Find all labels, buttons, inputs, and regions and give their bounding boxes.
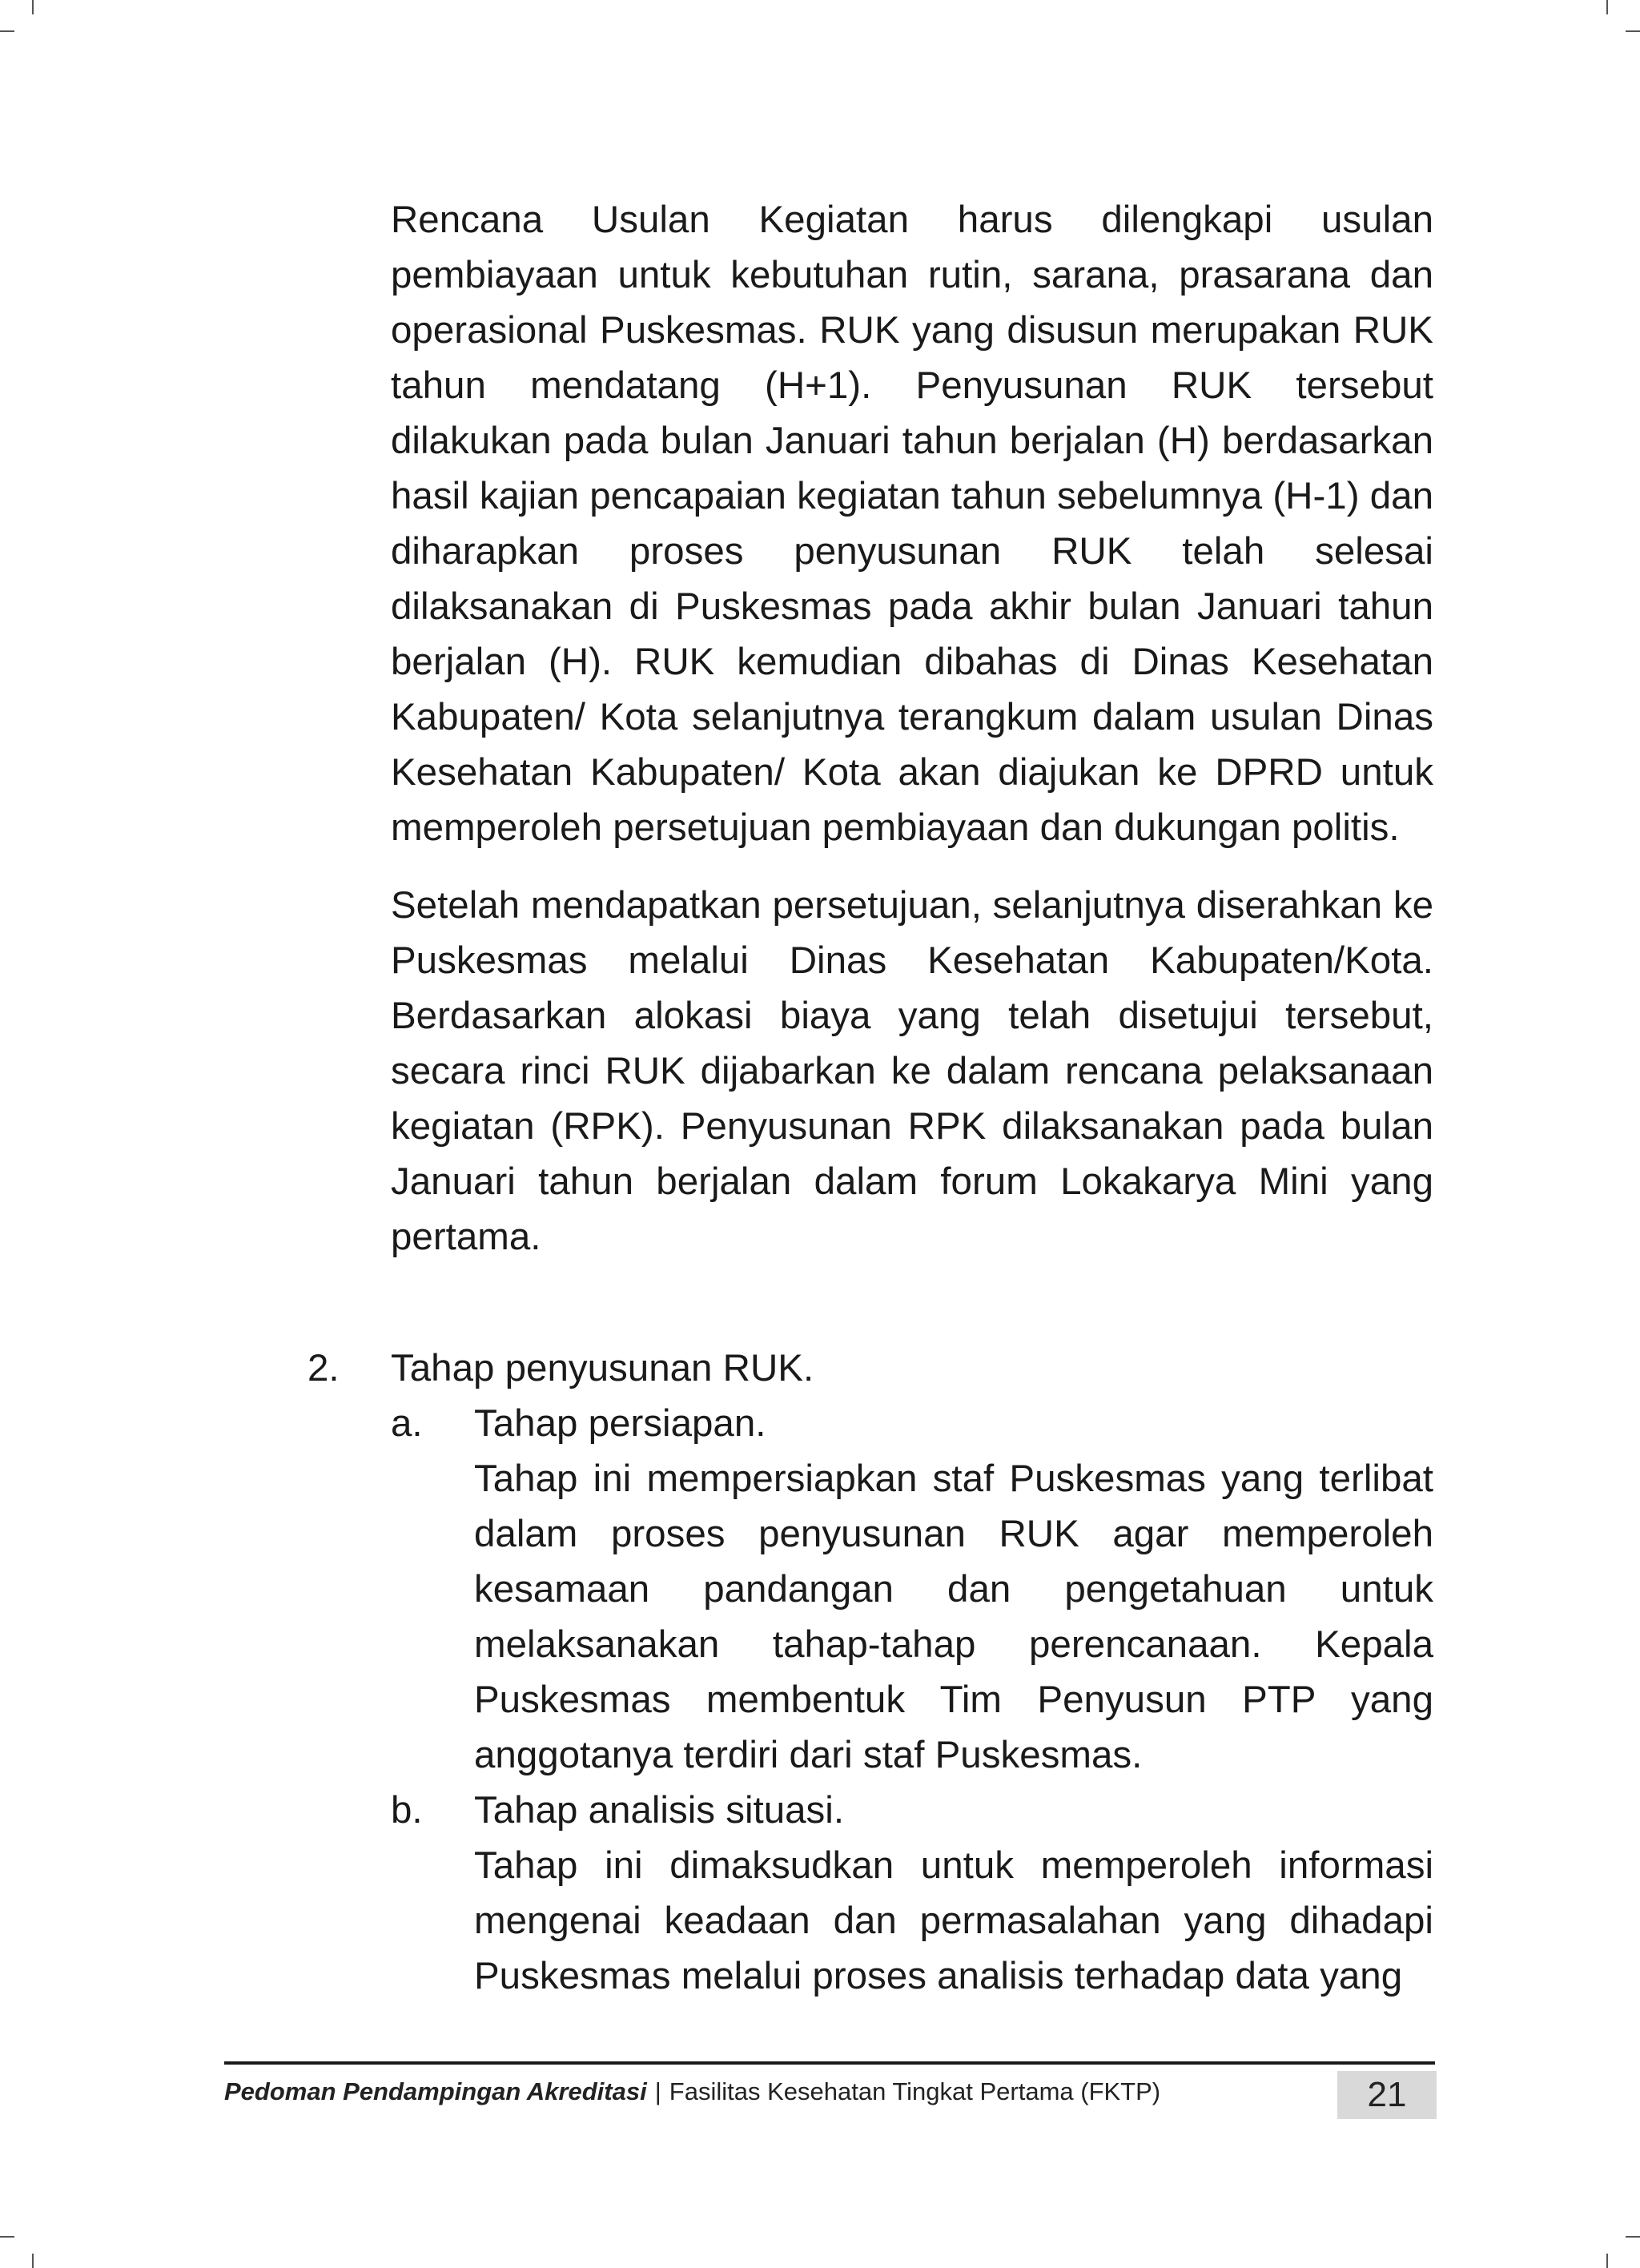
footer-separator: | [654,2077,661,2105]
running-footer [224,2074,1281,2109]
body-text [391,192,1433,1265]
footer-title: Pedoman Pendampingan Akreditasi [224,2077,647,2105]
crop-mark [32,0,34,14]
crop-mark [32,2254,34,2268]
page-number: 21 [1337,2071,1437,2119]
footer-subtitle: Fasilitas Kesehatan Tingkat Pertama (FKTP) [669,2077,1161,2105]
sub-item [391,1783,1433,2004]
sub-item-mark: b. [391,1789,423,1832]
paragraph: Rencana Usulan Kegiatan harus dilengkapi usulan pembiayaan untuk kebutuhan rutin, sarana, prasarana dan operasional Puskesmas. RUK yang disusun merupakan RUK tahun mendatang (H+1). Penyusunan RUK tersebut dilakukan pada bulan Januari tahun berjalan (H) berdasarkan hasil kajian pencapaian kegiatan tahun sebelumnya (H-1) dan diharapkan proses penyusunan RUK telah selesai dilaksanakan di Puskesmas pada akhir bulan Januari tahun berjalan (H). RUK kemudian dibahas di Dinas Kesehatan Kabupaten/ Kota selanjutnya terangkum dalam usulan Dinas Kesehatan Kabupaten/ Kota akan diajukan ke DPRD untuk memperoleh persetujuan pembiayaan dan dukungan politis. [391,199,1433,849]
crop-mark [1606,2254,1608,2268]
crop-mark [1606,0,1608,14]
crop-mark [0,2236,14,2238]
list-number: 2. [308,1347,340,1389]
crop-mark [0,30,14,32]
paragraph: Setelah mendapatkan persetujuan, selanjutnya diserahkan ke Puskesmas melalui Dinas Kesehatan Kabupaten/Kota. Berdasarkan alokasi biaya yang telah disetujui tersebut, secara rinci RUK dijabarkan ke dalam rencana pelaksanaan kegiatan (RPK). Penyusunan RPK dilaksanakan pada bulan Januari tahun berjalan dalam forum Lokakarya Mini yang pertama. [391,884,1433,1258]
sub-item-title: Tahap analisis situasi. [474,1789,845,1832]
footer-divider [224,2061,1435,2065]
sub-item-title: Tahap persiapan. [474,1402,766,1445]
sub-item-mark: a. [391,1402,423,1445]
numbered-list [308,1341,1433,2004]
crop-mark [1626,30,1640,32]
sub-item [391,1396,1433,1783]
sub-item-text: Tahap ini mempersiapkan staf Puskesmas yang terlibat dalam proses penyusunan RUK agar memperoleh kesamaan pandangan dan pengetahuan untuk melaksanakan tahap-tahap perencanaan. Kepala Puskesmas membentuk Tim Penyusun PTP yang anggotanya terdiri dari staf Puskesmas. [474,1458,1433,1776]
list-item-title: Tahap penyusunan RUK. [391,1347,814,1389]
list-item [308,1341,1433,2004]
sub-item-text: Tahap ini dimaksudkan untuk memperoleh informasi mengenai keadaan dan permasalahan yang dihadapi Puskesmas melalui proses analisis terhadap data yang [474,1844,1433,1997]
crop-mark [1626,2236,1640,2238]
